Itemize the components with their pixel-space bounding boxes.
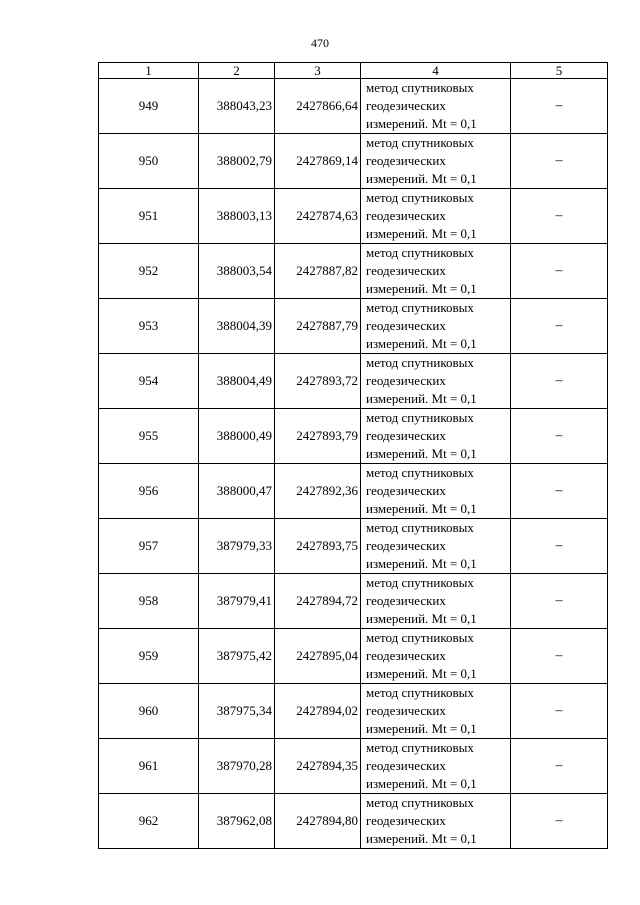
method-line-2: геодезических <box>366 648 446 663</box>
y-coordinate-cell: 2427874,63 <box>275 189 361 244</box>
method-line-2: геодезических <box>366 813 446 828</box>
point-number-cell: 954 <box>99 354 199 409</box>
method-line-2: геодезических <box>366 208 446 223</box>
method-line-1: метод спутниковых <box>366 630 474 645</box>
method-line-2: геодезических <box>366 153 446 168</box>
point-number-cell: 958 <box>99 574 199 629</box>
method-line-2: геодезических <box>366 593 446 608</box>
table-row <box>99 629 608 684</box>
method-line-3: измерений. Mt = 0,1 <box>366 171 477 186</box>
method-line-3: измерений. Mt = 0,1 <box>366 556 477 571</box>
method-cell <box>361 79 511 134</box>
y-coordinate-cell: 2427895,04 <box>275 629 361 684</box>
table-row <box>99 684 608 739</box>
column-header-4: 4 <box>361 63 511 79</box>
x-coordinate-cell: 387979,41 <box>199 574 275 629</box>
note-cell: – <box>511 684 608 739</box>
table-row <box>99 354 608 409</box>
point-number-cell: 955 <box>99 409 199 464</box>
y-coordinate-cell: 2427887,82 <box>275 244 361 299</box>
table-row <box>99 574 608 629</box>
y-coordinate-cell: 2427894,02 <box>275 684 361 739</box>
y-coordinate-cell: 2427894,80 <box>275 794 361 849</box>
point-number-cell: 952 <box>99 244 199 299</box>
x-coordinate-cell: 387979,33 <box>199 519 275 574</box>
x-coordinate-cell: 387975,42 <box>199 629 275 684</box>
note-cell: – <box>511 189 608 244</box>
method-line-1: метод спутниковых <box>366 190 474 205</box>
method-cell <box>361 794 511 849</box>
method-line-3: измерений. Mt = 0,1 <box>366 336 477 351</box>
method-line-3: измерений. Mt = 0,1 <box>366 116 477 131</box>
y-coordinate-cell: 2427894,35 <box>275 739 361 794</box>
note-cell: – <box>511 299 608 354</box>
point-number-cell: 960 <box>99 684 199 739</box>
method-line-2: геодезических <box>366 263 446 278</box>
y-coordinate-cell: 2427894,72 <box>275 574 361 629</box>
table-row <box>99 794 608 849</box>
method-cell <box>361 739 511 794</box>
table-body <box>99 79 608 849</box>
method-line-1: метод спутниковых <box>366 300 474 315</box>
y-coordinate-cell: 2427893,79 <box>275 409 361 464</box>
table-row <box>99 464 608 519</box>
method-line-3: измерений. Mt = 0,1 <box>366 391 477 406</box>
table-row <box>99 244 608 299</box>
method-line-3: измерений. Mt = 0,1 <box>366 281 477 296</box>
method-line-3: измерений. Mt = 0,1 <box>366 501 477 516</box>
column-header-3: 3 <box>275 63 361 79</box>
method-line-1: метод спутниковых <box>366 355 474 370</box>
table-header-row <box>99 63 608 79</box>
method-line-1: метод спутниковых <box>366 245 474 260</box>
method-line-3: измерений. Mt = 0,1 <box>366 721 477 736</box>
method-line-2: геодезических <box>366 373 446 388</box>
method-line-2: геодезических <box>366 428 446 443</box>
method-cell <box>361 134 511 189</box>
method-line-1: метод спутниковых <box>366 465 474 480</box>
column-header-1: 1 <box>99 63 199 79</box>
method-line-3: измерений. Mt = 0,1 <box>366 776 477 791</box>
method-line-3: измерений. Mt = 0,1 <box>366 446 477 461</box>
method-line-1: метод спутниковых <box>366 135 474 150</box>
x-coordinate-cell: 388000,49 <box>199 409 275 464</box>
table-row <box>99 519 608 574</box>
method-line-3: измерений. Mt = 0,1 <box>366 666 477 681</box>
method-line-2: геодезических <box>366 538 446 553</box>
method-line-1: метод спутниковых <box>366 740 474 755</box>
method-cell <box>361 299 511 354</box>
x-coordinate-cell: 388000,47 <box>199 464 275 519</box>
method-cell <box>361 574 511 629</box>
method-line-1: метод спутниковых <box>366 685 474 700</box>
note-cell: – <box>511 574 608 629</box>
method-line-1: метод спутниковых <box>366 575 474 590</box>
x-coordinate-cell: 388003,13 <box>199 189 275 244</box>
table-row <box>99 134 608 189</box>
note-cell: – <box>511 739 608 794</box>
method-line-1: метод спутниковых <box>366 520 474 535</box>
coordinates-table <box>98 62 608 849</box>
point-number-cell: 950 <box>99 134 199 189</box>
x-coordinate-cell: 388043,23 <box>199 79 275 134</box>
x-coordinate-cell: 388003,54 <box>199 244 275 299</box>
point-number-cell: 951 <box>99 189 199 244</box>
x-coordinate-cell: 387962,08 <box>199 794 275 849</box>
y-coordinate-cell: 2427893,72 <box>275 354 361 409</box>
table-row <box>99 409 608 464</box>
method-line-2: геодезических <box>366 483 446 498</box>
note-cell: – <box>511 244 608 299</box>
x-coordinate-cell: 387975,34 <box>199 684 275 739</box>
method-cell <box>361 684 511 739</box>
note-cell: – <box>511 134 608 189</box>
method-line-2: геодезических <box>366 318 446 333</box>
method-cell <box>361 464 511 519</box>
point-number-cell: 949 <box>99 79 199 134</box>
column-header-2: 2 <box>199 63 275 79</box>
y-coordinate-cell: 2427869,14 <box>275 134 361 189</box>
x-coordinate-cell: 388002,79 <box>199 134 275 189</box>
method-line-2: геодезических <box>366 98 446 113</box>
y-coordinate-cell: 2427893,75 <box>275 519 361 574</box>
method-line-3: измерений. Mt = 0,1 <box>366 226 477 241</box>
method-cell <box>361 354 511 409</box>
method-line-2: геодезических <box>366 703 446 718</box>
note-cell: – <box>511 409 608 464</box>
method-line-3: измерений. Mt = 0,1 <box>366 611 477 626</box>
table-row <box>99 739 608 794</box>
method-cell <box>361 189 511 244</box>
note-cell: – <box>511 464 608 519</box>
note-cell: – <box>511 794 608 849</box>
note-cell: – <box>511 629 608 684</box>
note-cell: – <box>511 354 608 409</box>
y-coordinate-cell: 2427887,79 <box>275 299 361 354</box>
point-number-cell: 961 <box>99 739 199 794</box>
y-coordinate-cell: 2427866,64 <box>275 79 361 134</box>
x-coordinate-cell: 388004,49 <box>199 354 275 409</box>
method-cell <box>361 629 511 684</box>
point-number-cell: 959 <box>99 629 199 684</box>
point-number-cell: 953 <box>99 299 199 354</box>
point-number-cell: 957 <box>99 519 199 574</box>
method-line-1: метод спутниковых <box>366 410 474 425</box>
point-number-cell: 962 <box>99 794 199 849</box>
table-row <box>99 189 608 244</box>
note-cell: – <box>511 79 608 134</box>
method-line-3: измерений. Mt = 0,1 <box>366 831 477 846</box>
method-line-2: геодезических <box>366 758 446 773</box>
y-coordinate-cell: 2427892,36 <box>275 464 361 519</box>
point-number-cell: 956 <box>99 464 199 519</box>
column-header-5: 5 <box>511 63 608 79</box>
method-line-1: метод спутниковых <box>366 795 474 810</box>
page-number: 470 <box>311 36 329 50</box>
note-cell: – <box>511 519 608 574</box>
method-cell <box>361 409 511 464</box>
method-line-1: метод спутниковых <box>366 80 474 95</box>
table-row <box>99 299 608 354</box>
x-coordinate-cell: 388004,39 <box>199 299 275 354</box>
method-cell <box>361 519 511 574</box>
x-coordinate-cell: 387970,28 <box>199 739 275 794</box>
table-row <box>99 79 608 134</box>
method-cell <box>361 244 511 299</box>
